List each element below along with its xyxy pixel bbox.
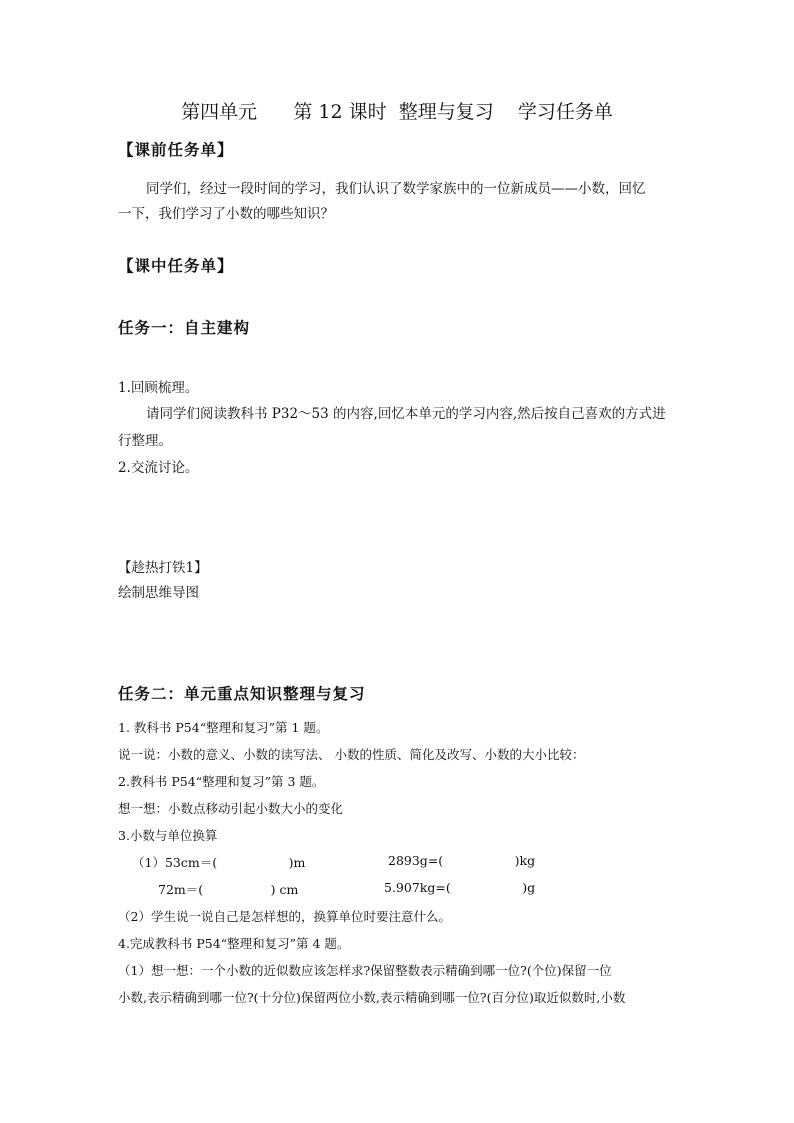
- page-title: [0, 97, 794, 124]
- in-class-heading: 【课中任务单】: [118, 256, 234, 275]
- task2-line3: 2.教科书 P54“整理和复习”第 3 题。: [118, 774, 325, 789]
- task1-item1: 1.回顾梳理。: [118, 380, 199, 396]
- practice-label: 【趁热打铁1】: [118, 560, 208, 576]
- conversion-b1: 72m＝( ) cm: [158, 882, 299, 897]
- conversion-b2: 5.907kg=( )g: [384, 880, 536, 895]
- title-lesson: 第 12 课时 整理与复习: [293, 101, 494, 123]
- pre-class-paragraph-line1: 同学们，经过一段时间的学习，我们认识了数学家族中的一位新成员——小数，回忆: [146, 181, 646, 197]
- task2-line5: 3.小数与单位换算: [118, 828, 218, 843]
- title-unit: 第四单元: [181, 101, 258, 123]
- practice-text: 绘制思维导图: [118, 585, 199, 601]
- conversion-a1: （1）53cm＝( )m: [132, 855, 306, 870]
- task2-heading: 任务二：单元重点知识整理与复习: [118, 684, 366, 703]
- conversion-a2: 2893g=( )kg: [388, 853, 536, 868]
- pre-class-heading: 【课前任务单】: [118, 140, 234, 159]
- task1-item1-line2: 行整理。: [118, 433, 172, 449]
- task2-line8: （1）想一想：一个小数的近似数应该怎样求?保留整数表示精确到哪一位?(个位)保留一位: [118, 963, 612, 978]
- task1-item2: 2.交流讨论。: [118, 460, 199, 476]
- task1-item1-line1: 请同学们阅读教科书 P32～53 的内容,回忆本单元的学习内容,然后按自己喜欢的方式进: [146, 406, 666, 422]
- pre-class-paragraph-line2: 一下，我们学习了小数的哪些知识？: [118, 206, 334, 222]
- task2-line6: （2）学生说一说自己是怎样想的，换算单位时要注意什么。: [118, 909, 451, 924]
- task2-line1: 1. 教科书 P54“整理和复习”第 1 题。: [118, 720, 329, 735]
- title-sheet: 学习任务单: [517, 101, 613, 123]
- task2-line9: 小数,表示精确到哪一位?(十分位)保留两位小数,表示精确到哪一位?(百分位)取近似数时,小数: [118, 990, 626, 1005]
- task2-line2: 说一说：小数的意义、小数的读写法、 小数的性质、简化及改写、小数的大小比较：: [118, 747, 585, 762]
- task2-line4: 想一想：小数点移动引起小数大小的变化: [118, 801, 344, 816]
- task2-line7: 4.完成教科书 P54“整理和复习”第 4 题。: [118, 936, 350, 951]
- task1-heading: 任务一：自主建构: [118, 318, 251, 337]
